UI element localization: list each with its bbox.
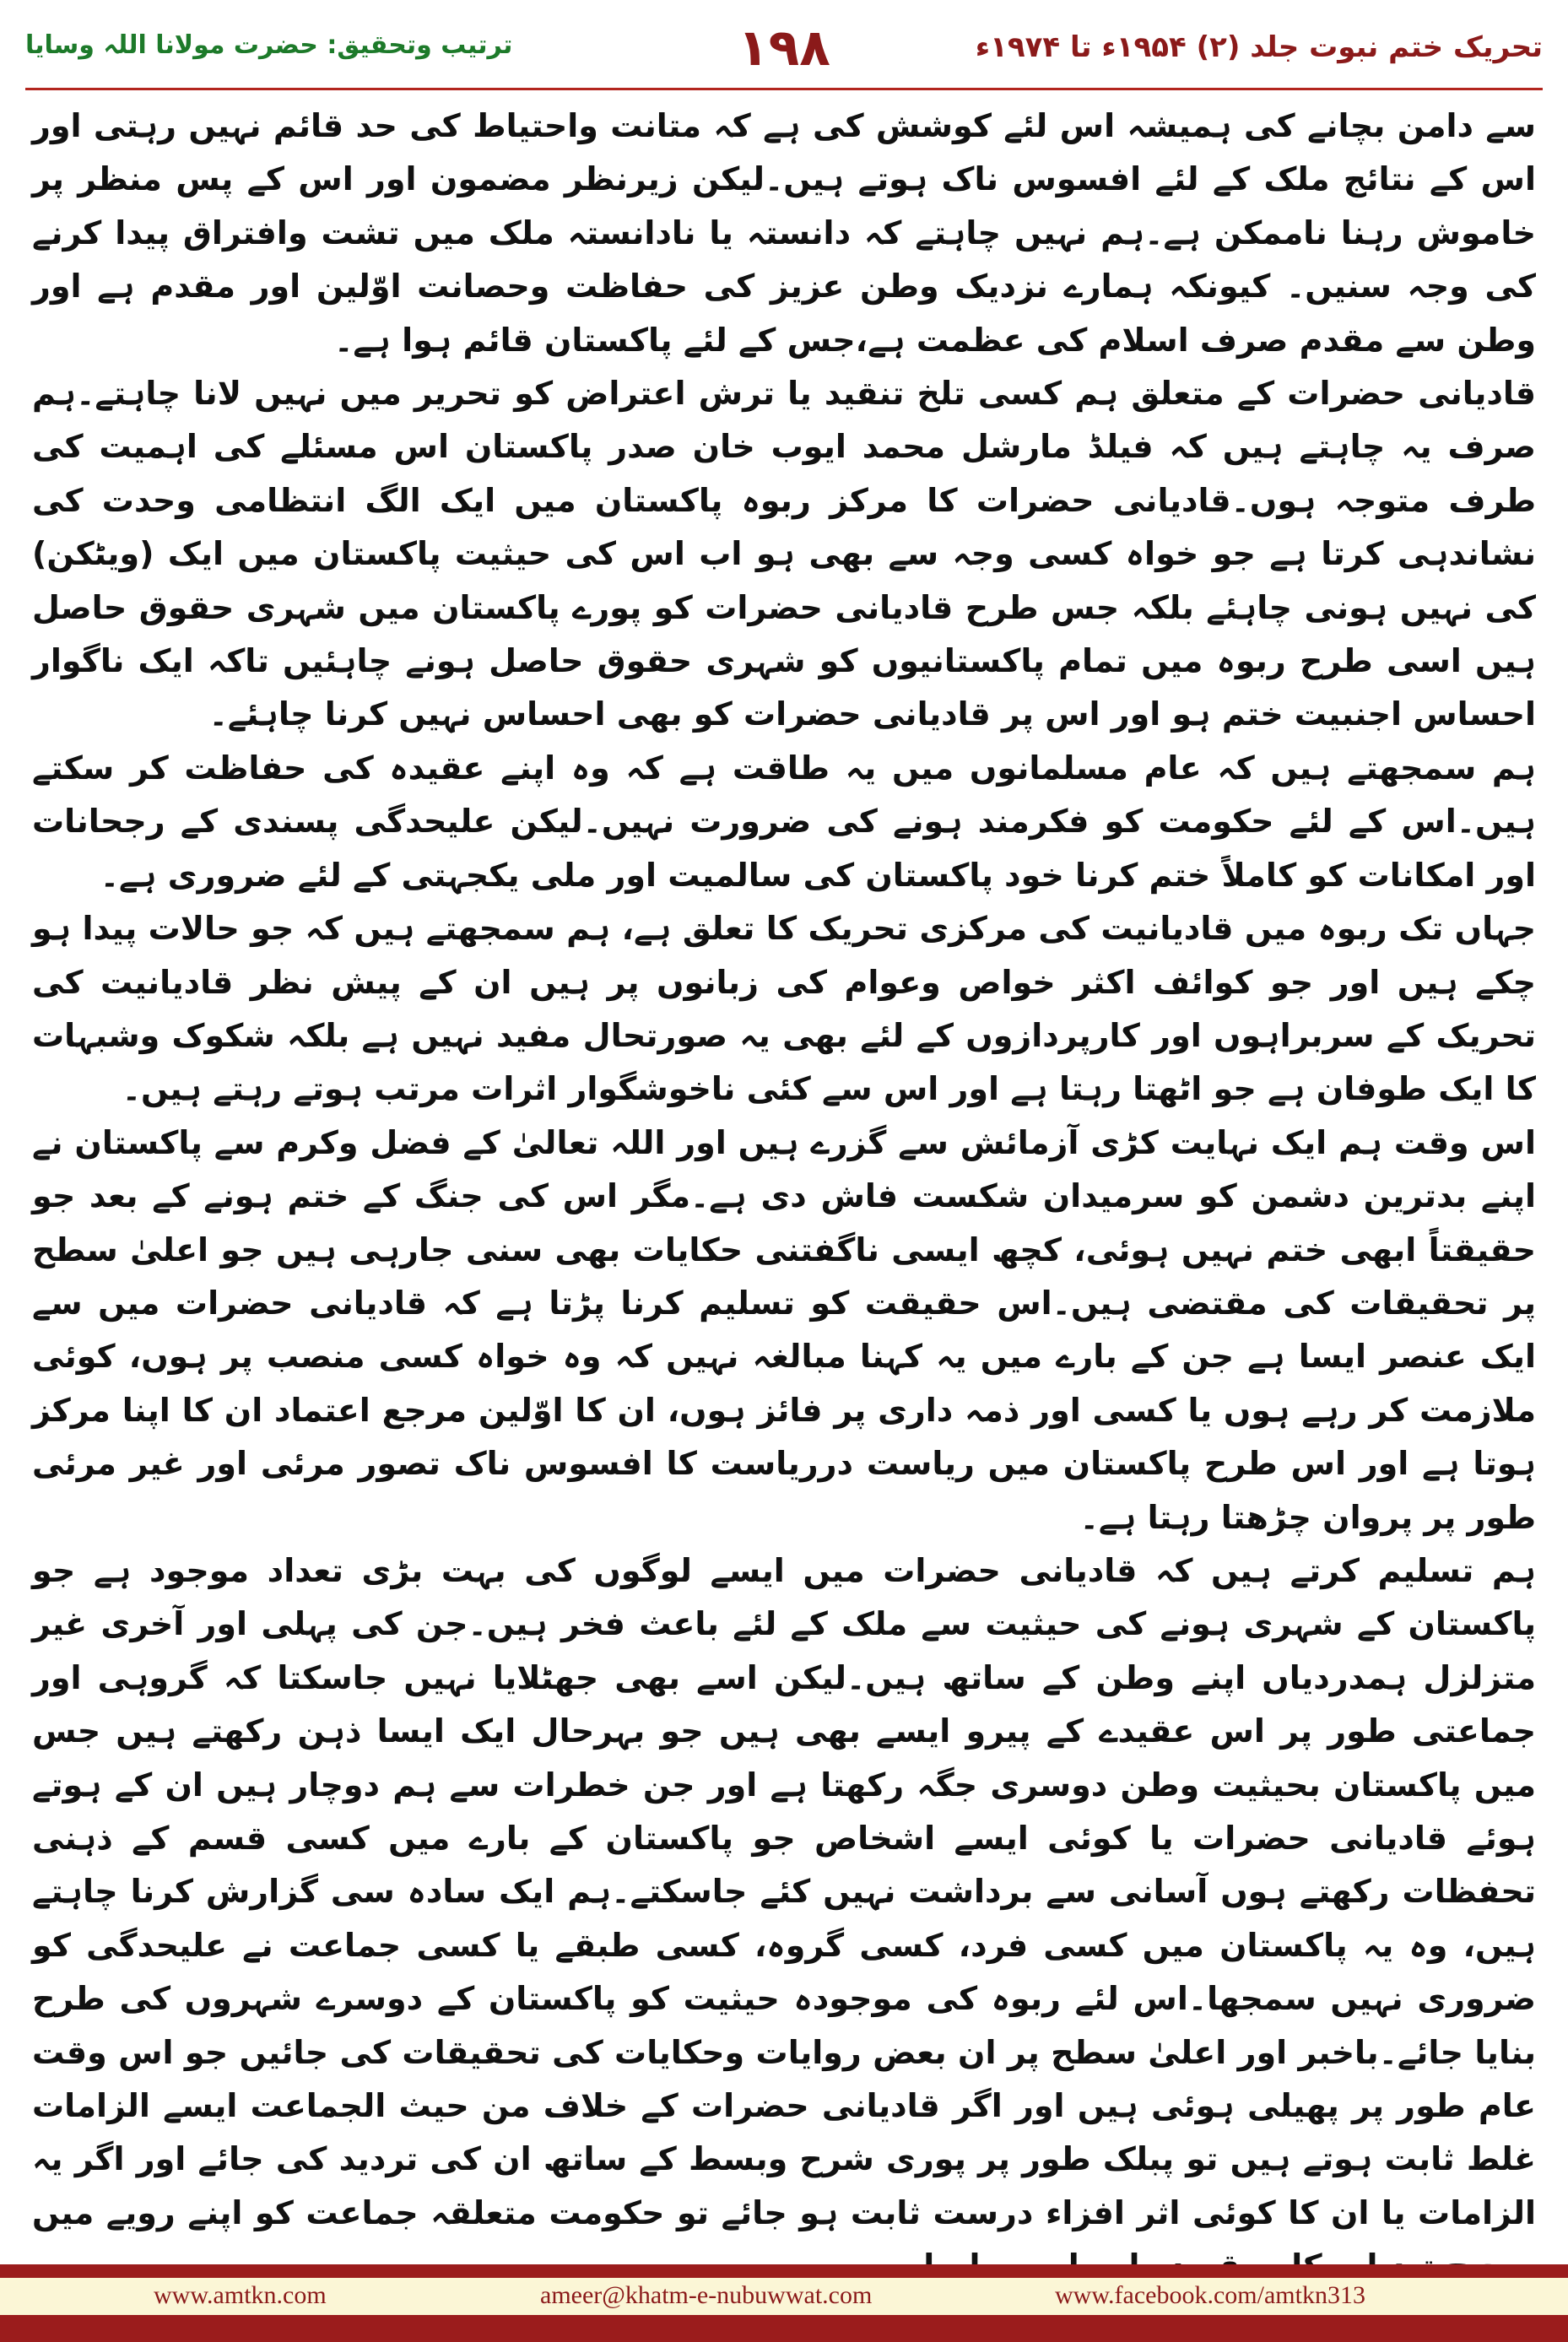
page-footer [0, 2264, 1568, 2342]
paragraph-3: ہم سمجھتے ہیں کہ عام مسلمانوں میں یہ طاقت ہے کہ وہ اپنے عقیدہ کی حفاظت کر سکتے ہیں۔اس کے لئے حکومت کو فکرمند ہونے کی ضرورت نہیں۔لیکن علیحدگی پسندی کے رجحانات اور امکانات کو کاملاً ختم کرنا خود پاکستان کی سالمیت اور ملی یکجہتی کے لئے ضروری ہے۔ [32, 749, 1536, 894]
page-number: ۱۹۸ [738, 19, 830, 78]
compiler-credit: ترتیب وتحقیق: حضرت مولانا اللہ وسایا [25, 30, 513, 60]
footer-band [0, 2278, 1568, 2315]
paragraph-2: قادیانی حضرات کے متعلق ہم کسی تلخ تنقید یا ترش اعتراض کو تحریر میں نہیں لانا چاہتے۔ہم صرف یہ چاہتے ہیں کہ فیلڈ مارشل محمد ایوب خان صدر پاکستان اس مسئلے کی اہمیت کی طرف متوجہ ہوں۔قادیانی حضرات کا مرکز ربوہ پاکستان میں ایک الگ انتظامی وحدت کی نشاندہی کرتا ہے جو خواہ کسی وجہ سے بھی ہو اب اس کی حیثیت پاکستان میں ایک (ویٹکن) کی نہیں ہونی چاہئے بلکہ جس طرح قادیانی حضرات کو پورے پاکستان میں شہری حقوق حاصل ہیں اسی طرح ربوہ میں تمام پاکستانیوں کو شہری حقوق حاصل ہونے چاہئیں تاکہ ایک ناگوار احساس اجنبیت ختم ہو اور اس پر قادیانی حضرات کو بھی احساس نہیں کرنا چاہئے۔ [32, 375, 1536, 733]
website-link[interactable]: www.amtkn.com [154, 2281, 327, 2309]
facebook-link[interactable]: www.facebook.com/amtkn313 [1055, 2281, 1365, 2309]
paragraph-4: جہاں تک ربوہ میں قادیانیت کی مرکزی تحریک کا تعلق ہے، ہم سمجھتے ہیں کہ جو حالات پیدا ہو چکے ہیں اور جو کوائف اکثر خواص وعوام کی زبانوں پر ہیں ان کے پیش نظر قادیانیت کی تحریک کے سربراہوں اور کارپردازوں کے لئے بھی یہ صورتحال مفید نہیں ہے بلکہ شکوک وشبہات کا ایک طوفان ہے جو اٹھتا رہتا ہے اور اس سے کئی ناخوشگوار اثرات مرتب ہوتے رہتے ہیں۔ [32, 910, 1536, 1108]
book-title: تحریک ختم نبوت جلد (۲) ۱۹۵۴ء تا ۱۹۷۴ء [975, 30, 1543, 64]
page-header [25, 19, 1543, 83]
paragraph-5: اس وقت ہم ایک نہایت کڑی آزمائش سے گزرے ہیں اور اللہ تعالیٰ کے فضل وکرم سے پاکستان نے اپنے بدترین دشمن کو سرمیدان شکست فاش دی ہے۔مگر اس کی جنگ کے ختم ہونے کے بعد جو حقیقتاً ابھی ختم نہیں ہوئی، کچھ ایسی ناگفتنی حکایات بھی سنی جارہی ہیں جو اعلیٰ سطح پر تحقیقات کی مقتضی ہیں۔اس حقیقت کو تسلیم کرنا پڑتا ہے کہ قادیانی حضرات میں سے ایک عنصر ایسا ہے جن کے بارے میں یہ کہنا مبالغہ نہیں کہ وہ خواہ کسی منصب پر ہوں، کوئی ملازمت کر رہے ہوں یا کسی اور ذمہ داری پر فائز ہوں، ان کا اوّلین مرجع اعتماد ان کا اپنا مرکز ہوتا ہے اور اس طرح پاکستان میں ریاست درریاست کا افسوس ناک تصور مرئی اور غیر مرئی طور پر پروان چڑھتا رہتا ہے۔ [32, 1123, 1536, 1536]
paragraph-6: ہم تسلیم کرتے ہیں کہ قادیانی حضرات میں ایسے لوگوں کی بہت بڑی تعداد موجود ہے جو پاکستان کے شہری ہونے کی حیثیت سے ملک کے لئے باعث فخر ہیں۔جن کی پہلی اور آخری غیر متزلزل ہمدردیاں اپنے وطن کے ساتھ ہیں۔لیکن اسے بھی جھٹلایا نہیں جاسکتا کہ گروہی اور جماعتی طور پر اس عقیدے کے پیرو ایسے بھی ہیں جو بہرحال ایک ایسا ذہن رکھتے ہیں جس میں پاکستان بحیثیت وطن دوسری جگہ رکھتا ہے اور جن خطرات سے ہم دوچار ہیں ان کے ہوتے ہوئے قادیانی حضرات یا کوئی ایسے اشخاص جو پاکستان کے بارے میں کسی قسم کے ذہنی تحفظات رکھتے ہوں آسانی سے برداشت نہیں کئے جاسکتے۔ہم ایک سادہ سی گزارش کرنا چاہتے ہیں، وہ یہ پاکستان میں کسی فرد، کسی گروہ، کسی طبقے یا کسی جماعت نے علیحدگی کو ضروری نہیں سمجھا۔اس لئے ربوہ کی موجودہ حیثیت کو پاکستان کے دوسرے شہروں کی طرح بنایا جائے۔باخبر اور اعلیٰ سطح پر ان بعض روایات وحکایات کی تحقیقات کی جائیں جو اس وقت عام طور پر پھیلی ہوئی ہیں اور اگر قادیانی حضرات کے خلاف من حیث الجماعت ایسے الزامات غلط ثابت ہوتے ہیں تو پبلک طور پر پوری شرح وبسط کے ساتھ ان کی تردید کی جائے اور اگر یہ الزامات یا ان کا کوئی اثر افزاء درست ثابت ہو جائے تو حکومت متعلقہ جماعت کو اپنے رویے میں [32, 1551, 1536, 2231]
email-link[interactable]: ameer@khatm-e-nubuwwat.com [540, 2281, 873, 2309]
header-divider [25, 88, 1543, 90]
paragraph-1: سے دامن بچانے کی ہمیشہ اس لئے کوشش کی ہے کہ متانت واحتیاط کی حد قائم نہیں رہتی اور اس کے نتائج ملک کے لئے افسوس ناک ہوتے ہیں۔لیکن زیرنظر مضمون اور اس کے پس منظر پر خاموش رہنا ناممکن ہے۔ہم نہیں چاہتے کہ دانستہ یا نادانستہ ملک میں تشت وافتراق پیدا کرنے کی وجہ سنیں۔ کیونکہ ہمارے نزدیک وطن عزیز کی حفاظت وحصانت اوّلین اور مقدم ہے اور وطن سے مقدم صرف اسلام کی عظمت ہے،جس کے لئے پاکستان قائم ہوا ہے۔ [32, 107, 1536, 359]
page-body [32, 100, 1536, 2235]
